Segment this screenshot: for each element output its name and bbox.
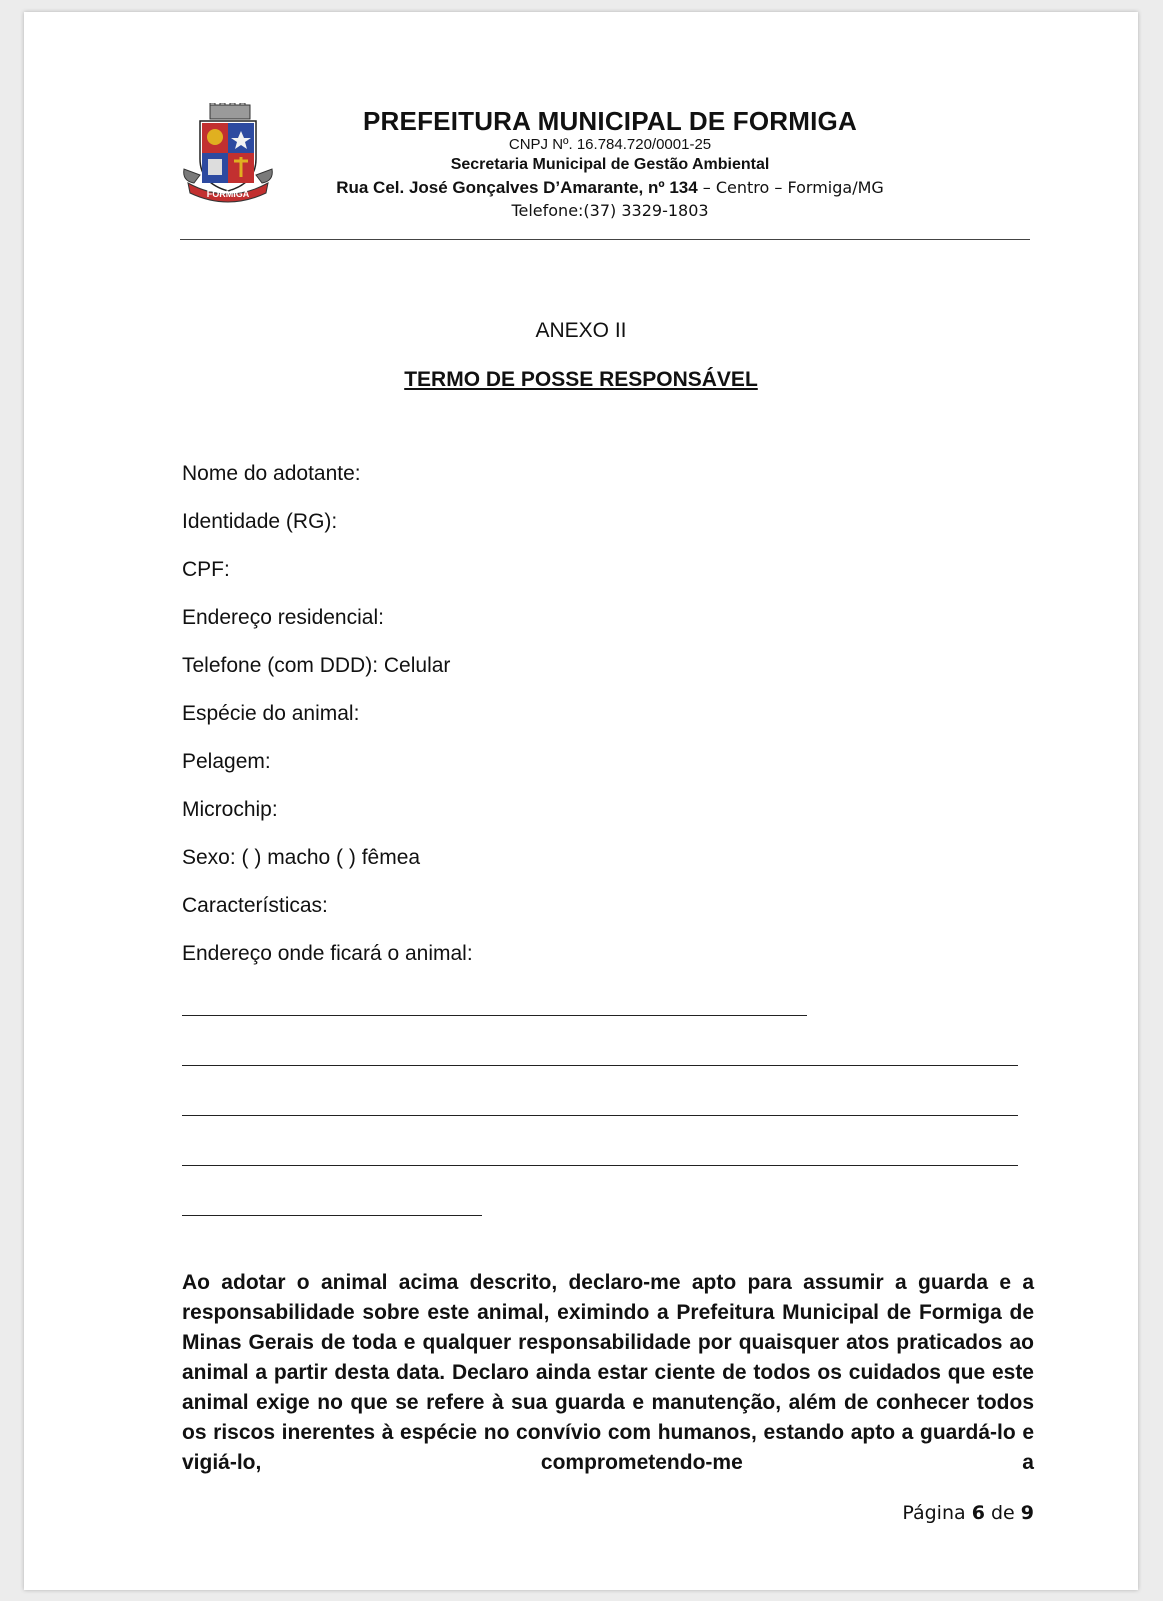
cnpj-text: CNPJ Nº. 16.784.720/0001-25 bbox=[508, 136, 712, 153]
crest-label: FORMIGA bbox=[206, 189, 250, 199]
field-caracteristicas: Características: bbox=[182, 894, 328, 917]
field-pelagem: Pelagem: bbox=[182, 750, 271, 773]
annex-label: ANEXO II bbox=[535, 319, 627, 342]
fill-line bbox=[182, 1165, 1018, 1166]
field-microchip: Microchip: bbox=[182, 798, 278, 821]
page-total: 9 bbox=[1020, 1502, 1034, 1524]
address-street: Rua Cel. José Gonçalves D’Amarante, nº 134 bbox=[336, 178, 698, 197]
field-identidade: Identidade (RG): bbox=[182, 510, 338, 533]
fill-line bbox=[182, 1115, 1018, 1116]
page-number bbox=[902, 1502, 1034, 1524]
field-nome: Nome do adotante: bbox=[182, 462, 361, 485]
address-city: – Centro – Formiga/MG bbox=[697, 178, 884, 197]
field-endereco-animal: Endereço onde ficará o animal: bbox=[182, 942, 473, 965]
field-telefone: Telefone (com DDD): Celular bbox=[182, 654, 451, 677]
field-endereco-residencial: Endereço residencial: bbox=[182, 606, 384, 629]
fill-line bbox=[182, 1015, 807, 1016]
phone-text: Telefone:(37) 3329-1803 bbox=[511, 201, 709, 220]
header-divider bbox=[180, 239, 1030, 240]
secretaria-text: Secretaria Municipal de Gestão Ambiental bbox=[450, 156, 770, 173]
page-current: 6 bbox=[971, 1502, 985, 1524]
annex-title: TERMO DE POSSE RESPONSÁVEL bbox=[404, 368, 758, 391]
coat-of-arms-icon bbox=[180, 103, 276, 207]
page-title: PREFEITURA MUNICIPAL DE FORMIGA bbox=[363, 106, 857, 136]
fill-line bbox=[182, 1215, 482, 1216]
address-text bbox=[280, 178, 940, 198]
page-label: Página bbox=[902, 1502, 966, 1524]
page-sep: de bbox=[990, 1502, 1015, 1524]
field-sexo: Sexo: ( ) macho ( ) fêmea bbox=[182, 846, 421, 869]
declaration-paragraph: Ao adotar o animal acima descrito, declaro-me apto para assumir a guarda e a responsabilidade sobre este animal, eximindo a Prefeitura Municipal de Formiga de Minas Gerais de toda e qualquer responsabilidade por quaisquer atos praticados ao animal a partir desta data. Declaro ainda estar ciente de todos os cuidados que este animal exige no que se refere à sua guarda e manutenção, além de conhecer todos os riscos inerentes à espécie no convívio com humanos, estando apto a guardá-lo e vigiá-lo, comprometendo-me a bbox=[182, 1271, 1034, 1474]
document-page bbox=[24, 12, 1138, 1590]
field-cpf: CPF: bbox=[182, 558, 230, 581]
fill-line bbox=[182, 1065, 1018, 1066]
field-especie: Espécie do animal: bbox=[182, 702, 360, 725]
